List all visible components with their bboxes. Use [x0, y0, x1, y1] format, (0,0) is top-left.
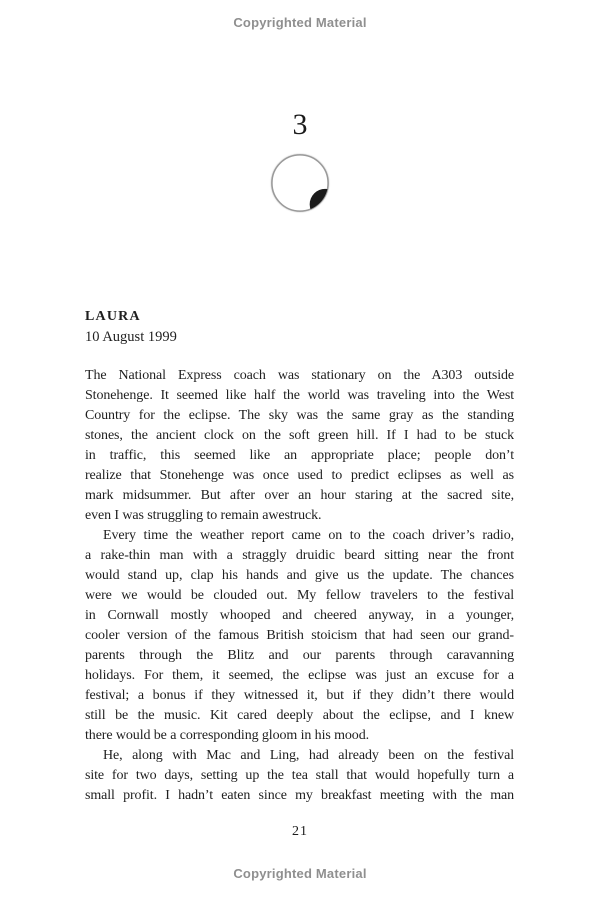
body-line: a rake-thin man with a straggly druidic beard sitting near the front [85, 548, 514, 563]
body-line: cooler version of the famous British stoicism that had seen our grand- [85, 628, 514, 643]
body-line: were we would be clouded out. My fellow travelers to the festival [85, 588, 514, 603]
body-line: small profit. I hadn’t eaten since my breakfast meeting with the man [85, 788, 514, 803]
body-line: Stonehenge. It seemed like half the world was traveling into the West [85, 388, 514, 403]
body-line: there would be a corresponding gloom in his mood. [85, 728, 369, 743]
body-line: Every time the weather report came on to the coach driver’s radio, [103, 528, 514, 543]
body-line: He, along with Mac and Ling, had already been on the festival [103, 748, 514, 763]
body-line: holidays. For them, it seemed, the eclipse was just an excuse for a [85, 668, 514, 683]
body-line: stones, the ancient clock on the soft green hill. If I had to be stuck [85, 428, 514, 443]
entry-date: 10 August 1999 [85, 329, 177, 345]
chapter-number: 3 [292, 108, 308, 141]
entry-header [85, 306, 515, 348]
body-line: even I was struggling to remain awestruck. [85, 508, 322, 523]
body-line: festival; a bonus if they witnessed it, but if they didn’t there would [85, 688, 514, 703]
body-line: parents through the Blitz and our parents through caravanning [85, 648, 514, 663]
partial-eclipse-icon [269, 152, 331, 214]
body-line: site for two days, setting up the tea stall that would hopefully turn a [85, 768, 514, 783]
body-line: realize that Stonehenge was once used to predict eclipses as well as [85, 468, 514, 483]
body-text [85, 366, 514, 806]
narrator-name: LAURA [85, 309, 141, 324]
body-line: Country for the eclipse. The sky was the same gray as the standing [85, 408, 514, 423]
body-line: in traffic, this seemed like an appropriate place; people don’t [85, 448, 514, 463]
chapter-ornament [0, 152, 600, 219]
body-line: mark midsummer. But after over an hour staring at the sacred site, [85, 488, 514, 503]
body-line: still be the music. Kit cared deeply about the eclipse, and I knew [85, 708, 514, 723]
body-line: would stand up, clap his hands and give us the update. The chances [85, 568, 514, 583]
copyright-watermark-top: Copyrighted Material [233, 15, 367, 30]
page-number: 21 [292, 824, 308, 839]
body-line: in Cornwall mostly whooped and cheered anyway, in a younger, [85, 608, 514, 623]
body-line: The National Express coach was stationary on the A303 outside [85, 368, 514, 383]
copyright-watermark-bottom: Copyrighted Material [233, 866, 367, 881]
